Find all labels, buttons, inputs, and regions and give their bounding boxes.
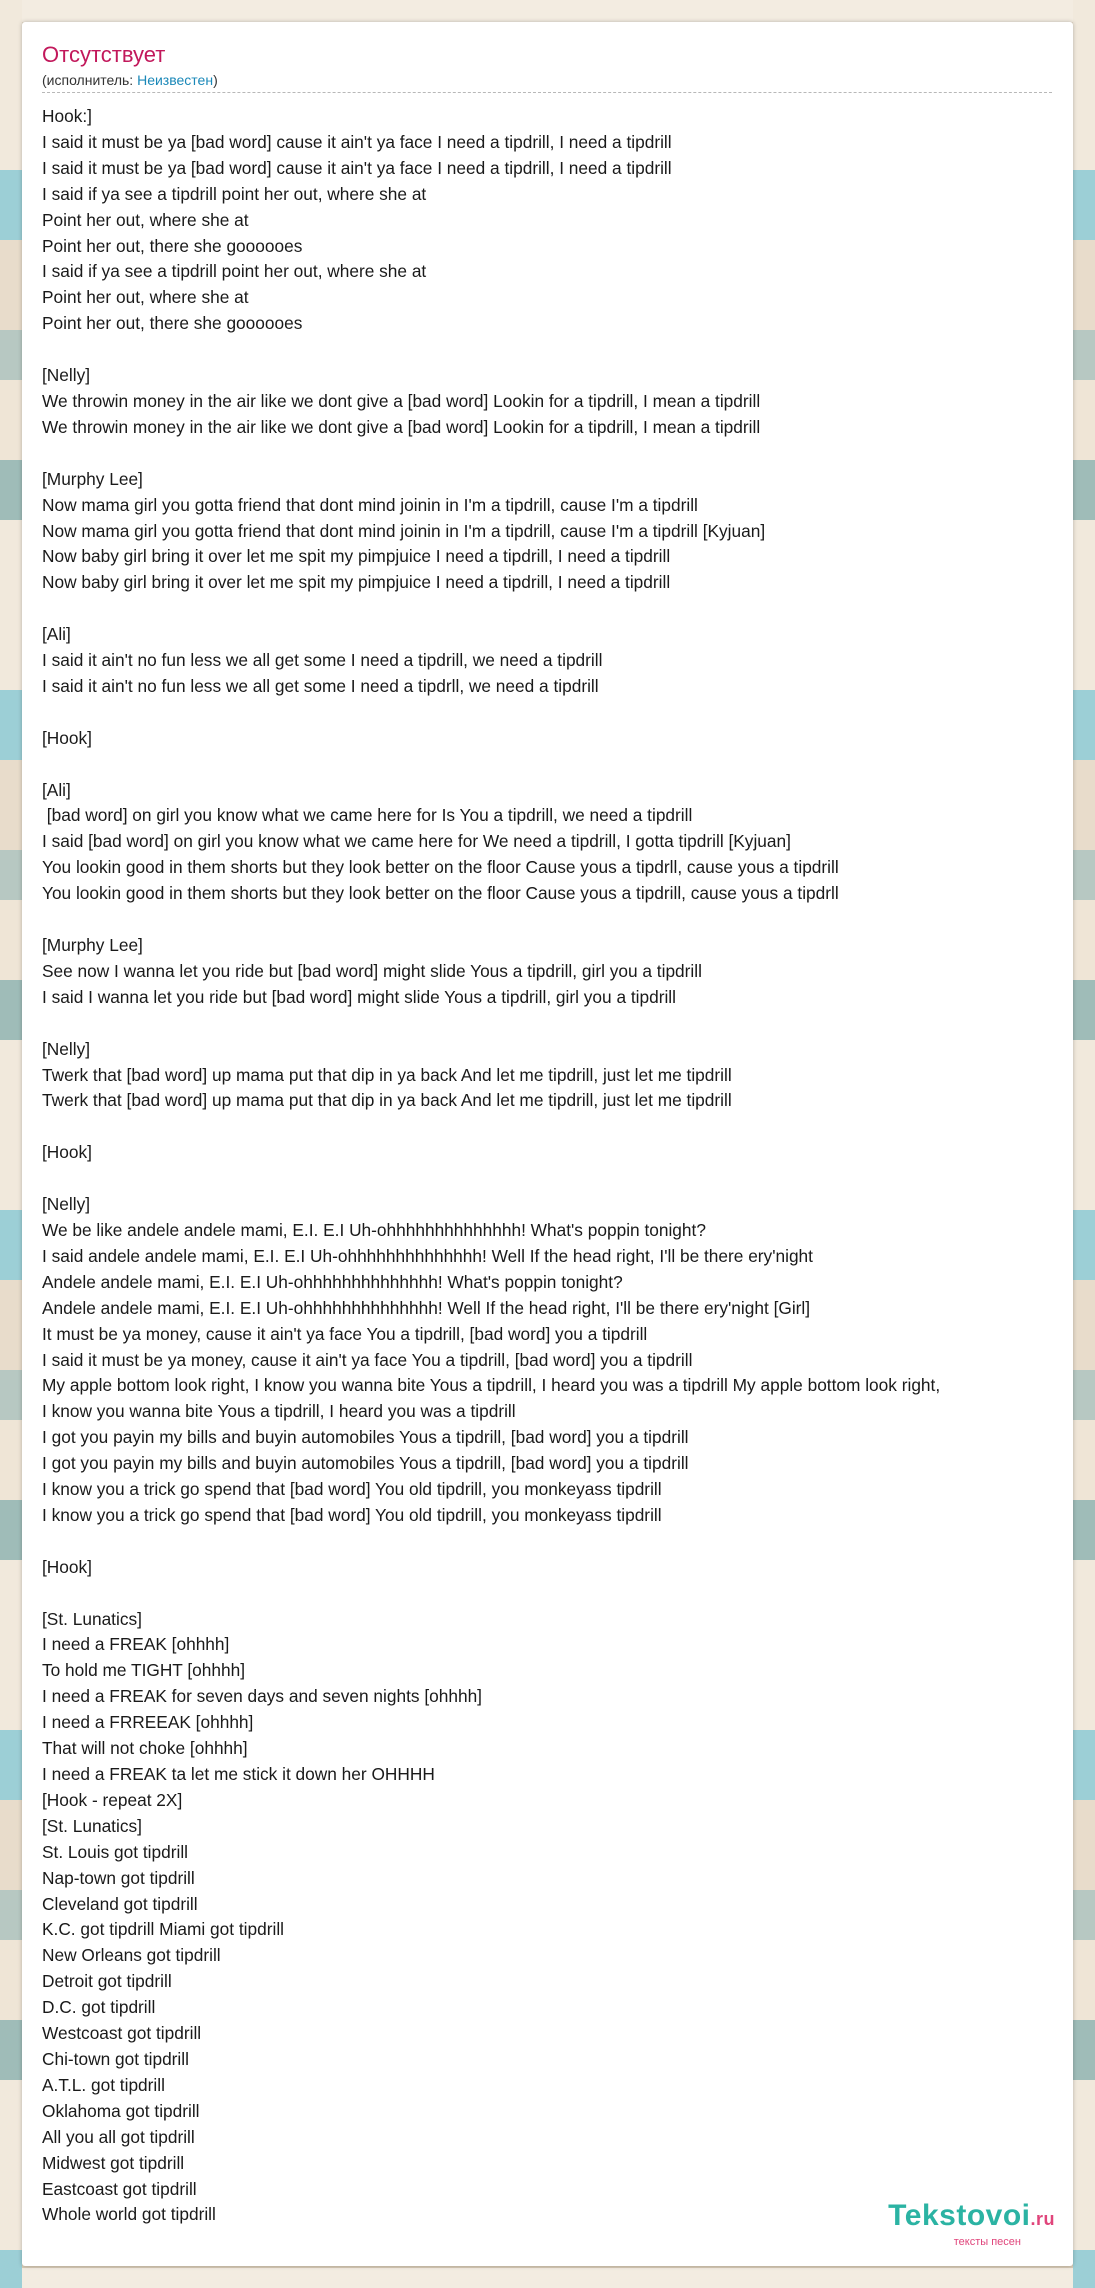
- lyric-line: Midwest got tipdrill: [42, 2152, 185, 2173]
- title-divider: [42, 92, 1052, 93]
- lyric-line: Twerk that [bad word] up mama put that dip in ya back And let me tipdrill, just let me tipdrill: [42, 1064, 732, 1085]
- lyric-line: Now baby girl bring it over let me spit my pimpjuice I need a tipdrill, I need a tipdrill: [42, 572, 671, 593]
- lyric-line: I need a FREAK ta let me stick it down her OHHHH: [42, 1764, 435, 1784]
- lyric-line: [Hook]: [42, 1142, 92, 1163]
- lyric-line: Nap-town got tipdrill: [42, 1867, 195, 1888]
- lyric-blank-line: [42, 700, 1072, 726]
- lyric-line: I got you payin my bills and buyin automobiles Yous a tipdrill, [bad word] you a tipdrill: [42, 1453, 689, 1474]
- lyric-line: I know you wanna bite Yous a tipdrill, I heard you was a tipdrill: [42, 1401, 516, 1422]
- background-stripes-right: [1073, 0, 1095, 2288]
- lyric-line: [St. Lunatics]: [42, 1608, 142, 1629]
- lyric-line: [Hook]: [42, 1556, 92, 1577]
- lyric-blank-line: [42, 1114, 1072, 1140]
- lyric-line: I said andele andele mami, E.I. E.I Uh-ohhhhhhhhhhhhhh! Well If the head right, I'll be there ery'night: [42, 1245, 813, 1266]
- lyric-line: Detroit got tipdrill: [42, 1971, 172, 1992]
- lyric-line: K.C. got tipdrill Miami got tipdrill: [42, 1919, 285, 1940]
- lyric-blank-line: [42, 441, 1072, 467]
- lyric-line: Hook:]: [42, 106, 92, 126]
- lyric-line: I said it ain't no fun less we all get some I need a tipdrll, we need a tipdrill: [42, 675, 599, 696]
- lyric-line: Chi-town got tipdrill: [42, 2048, 189, 2069]
- artist-suffix: ): [213, 72, 218, 88]
- lyric-line: Twerk that [bad word] up mama put that dip in ya back And let me tipdrill, just let me tipdrill: [42, 1090, 732, 1111]
- lyric-line: [Hook - repeat 2X]: [42, 1789, 183, 1810]
- artist-line: [42, 72, 218, 88]
- lyric-line: [Murphy Lee]: [42, 935, 143, 955]
- lyric-line: Now baby girl bring it over let me spit my pimpjuice I need a tipdrill, I need a tipdrill: [42, 546, 671, 567]
- lyric-line: [Ali]: [42, 779, 71, 800]
- lyric-line: You lookin good in them shorts but they look better on the floor Cause yous a tipdrll, cause yous a tipdrill: [42, 857, 839, 878]
- artist-prefix: (исполнитель:: [42, 72, 138, 88]
- lyric-blank-line: [42, 337, 1072, 363]
- logo-tagline: тексты песен: [953, 2236, 1021, 2248]
- lyric-line: We throwin money in the air like we dont give a [bad word] Lookin for a tipdrill, I mean a tipdrill: [42, 390, 761, 411]
- lyric-line: Point her out, there she goooooes: [42, 313, 303, 334]
- lyric-line: I need a FREAK for seven days and seven nights [ohhhh]: [42, 1686, 482, 1707]
- lyric-line: [Murphy Lee]: [42, 468, 143, 489]
- lyric-line: Andele andele mami, E.I. E.I Uh-ohhhhhhhhhhhhhh! Well If the head right, I'll be there ery'night [Girl]: [42, 1297, 811, 1318]
- lyric-line: Cleveland got tipdrill: [42, 1893, 198, 1914]
- lyric-blank-line: [42, 1166, 1072, 1192]
- lyric-blank-line: [42, 596, 1072, 622]
- lyric-line: My apple bottom look right, I know you wanna bite Yous a tipdrill, I heard you was a tipdrill My apple bottom look right,: [42, 1375, 941, 1396]
- lyric-line: [Nelly]: [42, 1038, 91, 1059]
- lyric-line: I need a FRREEAK [ohhhh]: [42, 1712, 254, 1733]
- lyric-line: I got you payin my bills and buyin automobiles Yous a tipdrill, [bad word] you a tipdrill: [42, 1427, 689, 1448]
- lyric-line: Eastcoast got tipdrill: [42, 2178, 197, 2199]
- lyric-line: It must be ya money, cause it ain't ya face You a tipdrill, [bad word] you a tipdrill: [42, 1323, 648, 1344]
- lyric-line: [Nelly]: [42, 365, 91, 386]
- lyric-blank-line: [42, 752, 1072, 778]
- lyric-line: I need a FREAK [ohhhh]: [42, 1634, 230, 1655]
- lyric-line: I said it ain't no fun less we all get some I need a tipdrill, we need a tipdrill: [42, 650, 603, 671]
- logo-wordmark: [888, 2201, 1055, 2234]
- lyric-line: I said it must be ya [bad word] cause it ain't ya face I need a tipdrill, I need a tipdrill: [42, 157, 672, 178]
- lyric-line: [Ali]: [42, 624, 71, 645]
- lyric-blank-line: [42, 907, 1072, 933]
- lyric-line: New Orleans got tipdrill: [42, 1945, 221, 1966]
- lyric-line: [bad word] on girl you know what we came here for Is You a tipdrill, we need a tipdrill: [42, 805, 693, 826]
- lyric-blank-line: [42, 1529, 1072, 1555]
- logo-tld: .ru: [1030, 2209, 1055, 2229]
- lyric-line: Point her out, where she at: [42, 287, 249, 308]
- lyric-line: We be like andele andele mami, E.I. E.I Uh-ohhhhhhhhhhhhhh! What's poppin tonight?: [42, 1219, 706, 1240]
- lyric-line: Andele andele mami, E.I. E.I Uh-ohhhhhhhhhhhhhh! What's poppin tonight?: [42, 1271, 623, 1292]
- lyric-line: To hold me TIGHT [ohhhh]: [42, 1660, 246, 1681]
- lyric-blank-line: [42, 1581, 1072, 1607]
- lyric-line: Point her out, where she at: [42, 209, 249, 230]
- lyric-line: Now mama girl you gotta friend that dont mind joinin in I'm a tipdrill, cause I'm a tipdrill [Kyjuan]: [42, 520, 766, 541]
- lyric-line: [St. Lunatics]: [42, 1815, 142, 1836]
- song-title: Отсутствует: [42, 42, 166, 67]
- lyric-line: I said it must be ya [bad word] cause it ain't ya face I need a tipdrill, I need a tipdrill: [42, 131, 672, 152]
- lyric-line: A.T.L. got tipdrill: [42, 2074, 165, 2095]
- lyrics-card: [22, 22, 1073, 2266]
- lyric-line: I said if ya see a tipdrill point her out, where she at: [42, 261, 427, 282]
- lyric-line: [Nelly]: [42, 1194, 91, 1215]
- lyric-line: Whole world got tipdrill: [42, 2204, 216, 2225]
- background-stripes-left: [0, 0, 22, 2288]
- lyrics-text: [42, 104, 1072, 2228]
- lyric-line: Westcoast got tipdrill: [42, 2023, 202, 2044]
- lyric-line: [Hook]: [42, 727, 92, 748]
- lyric-line: D.C. got tipdrill: [42, 1997, 156, 2018]
- lyric-line: I know you a trick go spend that [bad word] You old tipdrill, you monkeyass tipdrill: [42, 1479, 662, 1500]
- logo-name: Tekstovoi: [888, 2199, 1031, 2232]
- lyric-line: Now mama girl you gotta friend that dont mind joinin in I'm a tipdrill, cause I'm a tipdrill: [42, 494, 698, 515]
- lyric-line: Oklahoma got tipdrill: [42, 2100, 200, 2121]
- lyric-line: We throwin money in the air like we dont give a [bad word] Lookin for a tipdrill, I mean a tipdrill: [42, 416, 761, 437]
- lyric-line: All you all got tipdrill: [42, 2126, 195, 2147]
- lyric-blank-line: [42, 1011, 1072, 1037]
- lyric-line: Point her out, there she goooooes: [42, 235, 303, 256]
- lyric-line: That will not choke [ohhhh]: [42, 1738, 248, 1759]
- lyric-line: I said I wanna let you ride but [bad word] might slide Yous a tipdrill, girl you a tipdrill: [42, 986, 676, 1007]
- lyric-line: I know you a trick go spend that [bad word] You old tipdrill, you monkeyass tipdrill: [42, 1504, 662, 1525]
- artist-link[interactable]: Неизвестен: [137, 72, 214, 88]
- lyric-line: St. Louis got tipdrill: [42, 1841, 189, 1862]
- lyric-line: You lookin good in them shorts but they look better on the floor Cause yous a tipdrill, cause yous a tipdrll: [42, 883, 839, 904]
- site-logo[interactable]: [888, 2201, 1055, 2248]
- lyric-line: I said it must be ya money, cause it ain't ya face You a tipdrill, [bad word] you a tipdrill: [42, 1349, 693, 1370]
- lyric-line: See now I wanna let you ride but [bad word] might slide Yous a tipdrill, girl you a tipdrill: [42, 960, 702, 981]
- lyric-line: I said if ya see a tipdrill point her out, where she at: [42, 183, 427, 204]
- lyric-line: I said [bad word] on girl you know what we came here for We need a tipdrill, I gotta tipdrill [Kyjuan]: [42, 831, 791, 852]
